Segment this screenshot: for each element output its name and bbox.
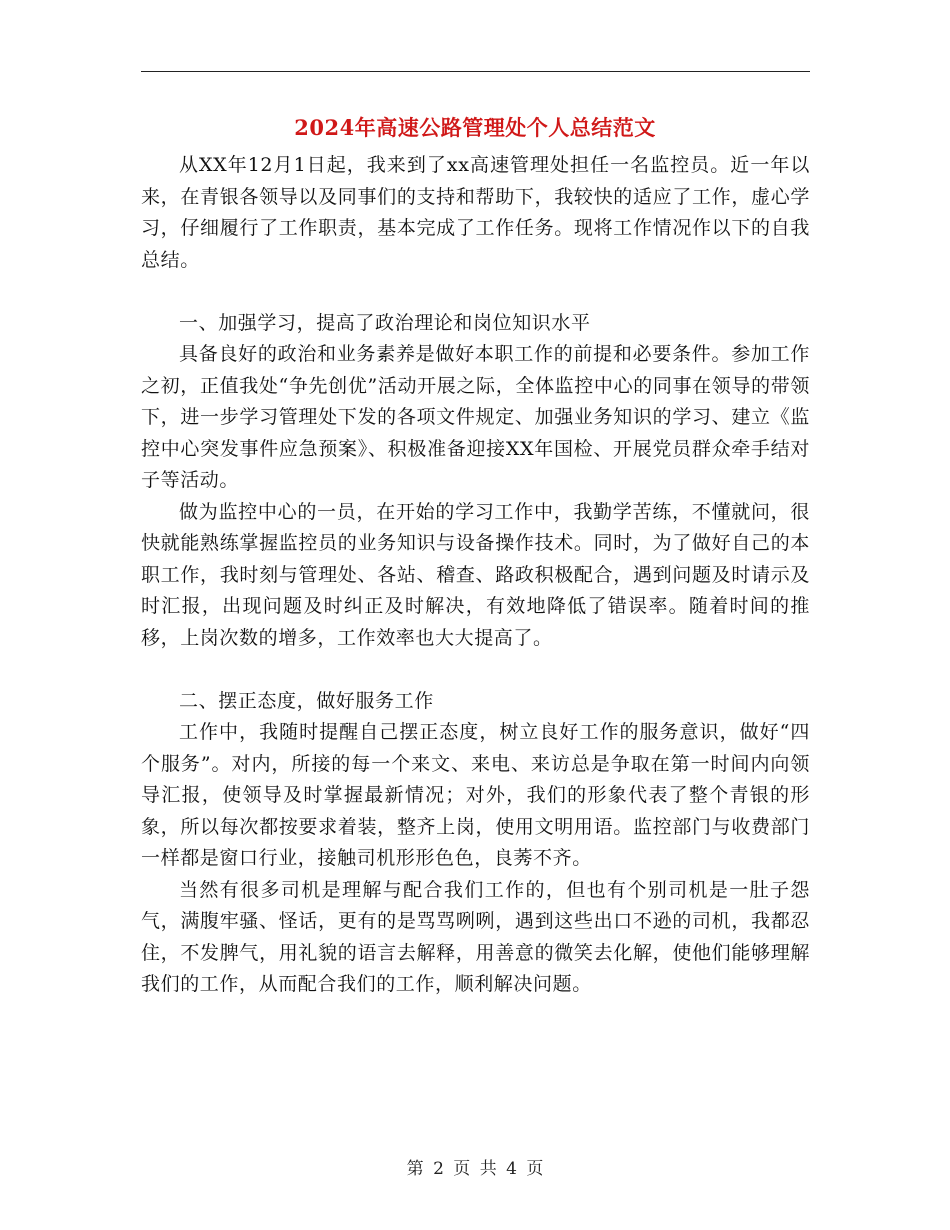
section-2-paragraph-1: 工作中，我随时提醒自己摆正态度，树立良好工作的服务意识，做好“四个服务”。对内，所接的每一个来文、来电、来访总是争取在第一时间内向领导汇报，使领导及时掌握最新情况；对外，我们的形象代表了整个青银的形象，所以每次都按要求着装，整齐上岗，使用文明用语。监控部门与收费部门一样都是窗口行业，接触司机形形色色，良莠不齐。 <box>141 721 810 869</box>
intro-paragraph: 从XX年12月1日起，我来到了xx高速管理处担任一名监控员。近一年以来，在青银各领导以及同事们的支持和帮助下，我较快的适应了工作，虚心学习，仔细履行了工作职责，基本完成了工作任务。现将工作情况作以下的自我总结。 <box>141 154 810 271</box>
header-rule <box>141 71 810 72</box>
page-number-footer: 第 2 页 共 4 页 <box>406 1159 544 1179</box>
section-1-heading: 一、加强学习，提高了政治理论和岗位知识水平 <box>179 311 591 334</box>
document-title: 2024年高速公路管理处个人总结范文 <box>294 115 656 140</box>
section-2-paragraph-2: 当然有很多司机是理解与配合我们工作的，但也有个别司机是一肚子怨气，满腹牢骚、怪话，更有的是骂骂咧咧，遇到这些出口不逊的司机，我都忍住，不发脾气，用礼貌的语言去解释，用善意的微笑去化解，使他们能够理解我们的工作，从而配合我们的工作，顺利解决问题。 <box>141 878 810 995</box>
paragraph-gap <box>141 654 810 686</box>
document-body <box>141 150 810 1001</box>
paragraph-gap <box>141 276 810 308</box>
section-1-paragraph-2: 做为监控中心的一员，在开始的学习工作中，我勤学苦练，不懂就问，很快就能熟练掌握监控员的业务知识与设备操作技术。同时，为了做好自己的本职工作，我时刻与管理处、各站、稽查、路政积极配合，遇到问题及时请示及时汇报，出现问题及时纠正及时解决，有效地降低了错误率。随着时间的推移，上岗次数的增多，工作效率也大大提高了。 <box>141 500 810 649</box>
section-2-heading: 二、摆正态度，做好服务工作 <box>179 689 434 712</box>
section-1-paragraph-1: 具备良好的政治和业务素养是做好本职工作的前提和必要条件。参加工作之初，正值我处“争先创优”活动开展之际，全体监控中心的同事在领导的带领下，进一步学习管理处下发的各项文件规定、加强业务知识的学习、建立《监控中心突发事件应急预案》、积极准备迎接XX年国检、开展党员群众牵手结对子等活动。 <box>141 343 810 491</box>
